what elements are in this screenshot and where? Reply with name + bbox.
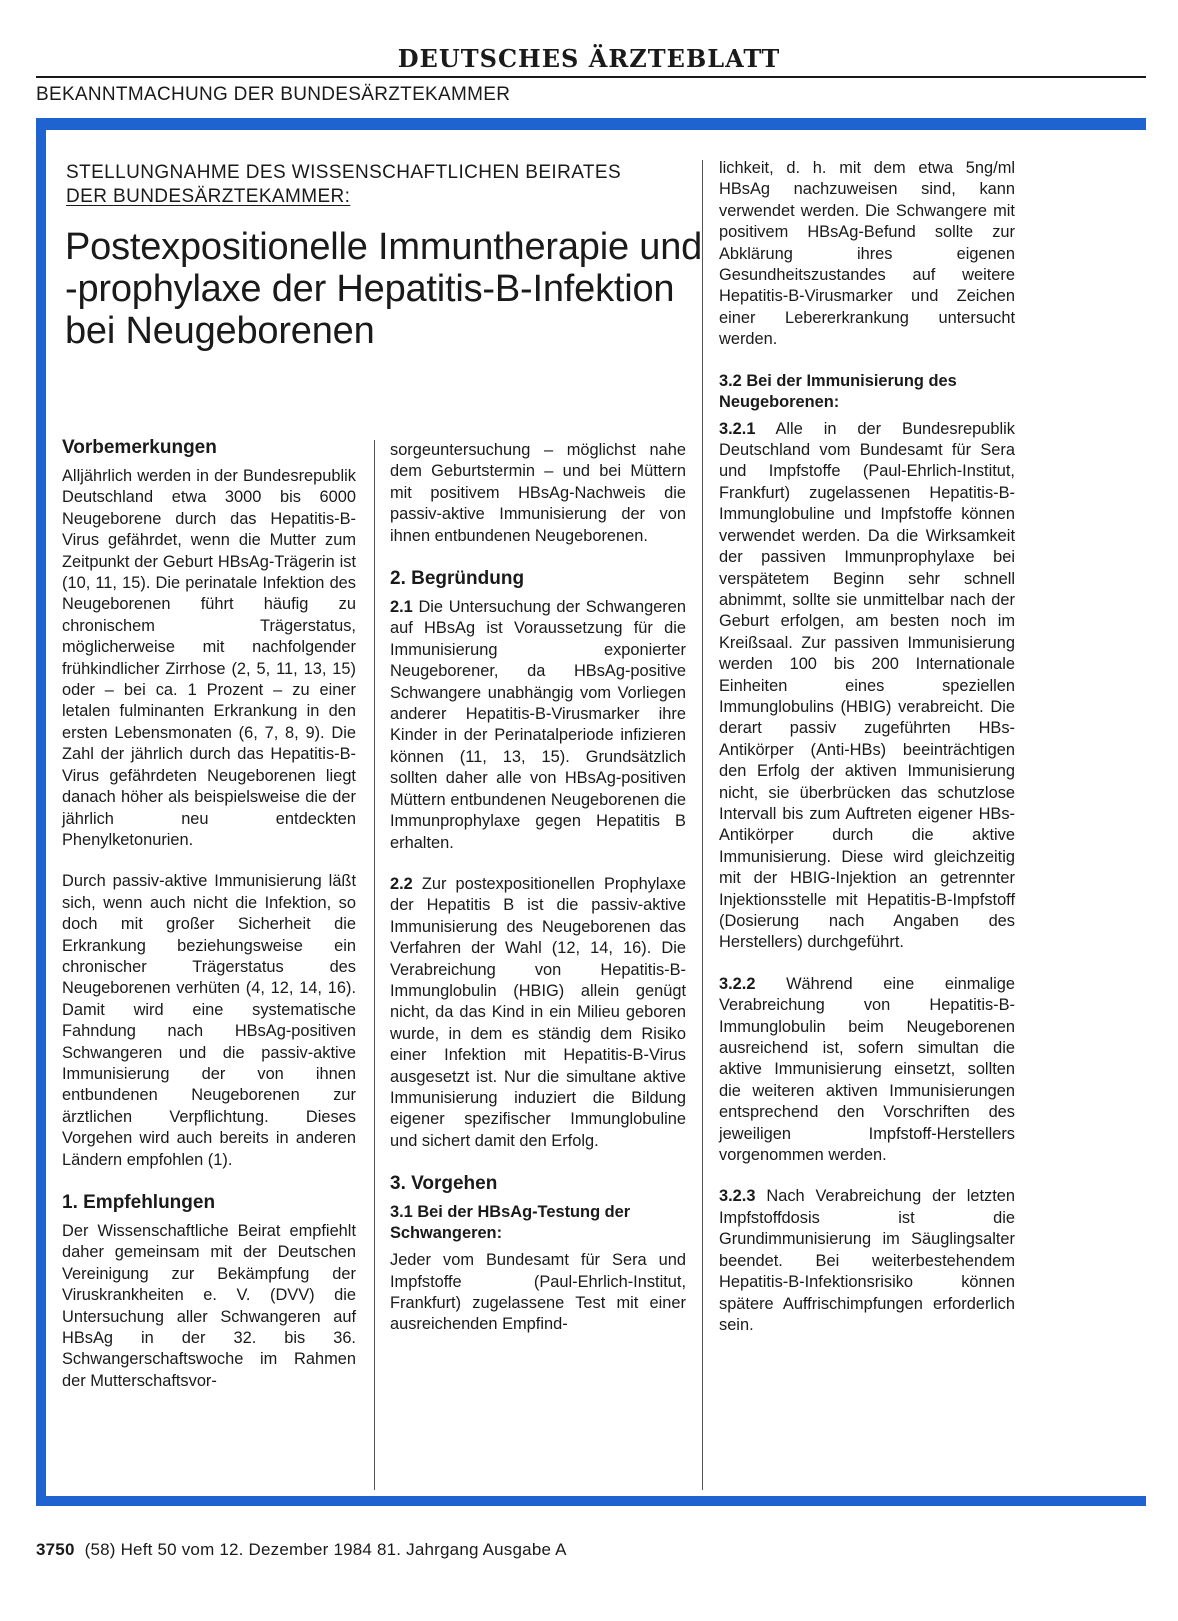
blue-frame-left xyxy=(36,118,46,1506)
masthead-rule xyxy=(36,76,1146,78)
blue-frame-top xyxy=(36,118,1146,130)
journal-masthead: DEUTSCHES ÄRZTEBLATT xyxy=(397,44,781,73)
paragraph xyxy=(390,597,686,854)
section-number: 2.2 xyxy=(390,874,413,893)
article-kicker xyxy=(66,161,706,209)
paragraph xyxy=(390,874,686,1152)
text-column-3 xyxy=(719,158,1015,1356)
page-footer xyxy=(36,1540,567,1560)
paragraph: lichkeit, d. h. mit dem etwa 5ng/ml HBsAg nachzuweisen sind, kann verwendet werden. Die Schwangere mit positivem HBsAg-Befund sollte zur Abklärung ihres eigenen Gesundheitszustandes auf weitere Hepatitis-B-Virusmarker und Zeichen einer Lebererkrankung untersucht werden. xyxy=(719,159,1015,349)
paragraph-text: Zur postexpositionellen Prophylaxe der Hepatitis B ist die passiv-aktive Immunisierung des Neugeborenen das Verfahren der Wahl (12, 14, 16). Die Verabreichung von Hepatitis-B-Immunglobulin (HBIG) allein genügt nicht, da das Kind in ein Milieu geboren wurde, in dem es ständig dem Risiko einer Infektion mit Hepatitis-B-Virus ausgesetzt ist. Nur die simultane aktive Immunisierung induziert die Bildung eigener spezifischer Immunglobuline und sichert damit den Erfolg. xyxy=(390,874,686,1150)
section-label: BEKANNTMACHUNG DER BUNDESÄRZTEKAMMER xyxy=(36,84,511,105)
paragraph xyxy=(719,1186,1015,1336)
paragraph: Alljährlich werden in der Bundesrepublik Deutschland etwa 3000 bis 6000 Neugeborene durch das Hepatitis-B-Virus gefährdet, wenn die Mutter zum Zeitpunkt der Geburt HBsAg-Trägerin ist (10, 11, 15). Die perinatale Infektion des Neugeborenen führt häufig zu chronischem Trägerstatus, möglicherweise mit nachfolgender frühkindlicher Zirrhose (2, 5, 11, 13, 15) oder – bei ca. 1 Prozent – zu einer letalen fulminanten Erkrankung in den ersten Lebensmonaten (6, 7, 8, 9). Die Zahl der jährlich durch das Hepatitis-B-Virus gefährdeten Neugeborenen liegt danach höher als beispielsweise die der jährlich neu entdeckten Phenylketonurien. xyxy=(62,467,356,849)
paragraph-text: Nach Verabreichung der letzten Impfstoffdosis ist die Grundimmunisierung im Säuglingsalter beendet. Bei weiterbestehendem Hepatitis-B-Infektionsrisiko können spätere Auffrischimpfungen erforderlich sein. xyxy=(719,1187,1015,1334)
page-number: 3750 xyxy=(36,1540,75,1559)
heading-vorgehen: 3. Vorgehen xyxy=(390,1173,498,1195)
paragraph: sorgeuntersuchung – möglichst nahe dem Geburtstermin – und bei Müttern mit positivem HBsAg-Nachweis die passiv-aktive Immunisierung der von ihnen entbundenen Neugeborenen. xyxy=(390,441,686,545)
subheading-31: 3.1 Bei der HBsAg-Testung der Schwangeren: xyxy=(390,1203,631,1243)
paragraph: Der Wissenschaftliche Beirat empfiehlt daher gemeinsam mit der Deutschen Vereinigung zur Bekämpfung der Viruskrankheiten e. V. (DVV) die Untersuchung aller Schwangeren auf HBsAg in der 32. bis 36. Schwangerschaftswoche im Rahmen der Mutterschaftsvor- xyxy=(62,1222,356,1390)
text-column-1 xyxy=(62,436,356,1412)
heading-vorbemerkungen: Vorbemerkungen xyxy=(62,437,217,458)
section-number: 3.2.3 xyxy=(719,1187,756,1206)
paragraph xyxy=(719,974,1015,1167)
section-number: 2.1 xyxy=(390,598,413,617)
kicker-line-1: STELLUNGNAHME DES WISSENSCHAFTLICHEN BEIRATES xyxy=(66,162,622,183)
column-divider-1 xyxy=(374,440,375,1490)
section-number: 3.2.2 xyxy=(719,974,756,993)
heading-empfehlungen: 1. Empfehlungen xyxy=(62,1192,216,1213)
paragraph-text: Während eine einmalige Verabreichung von Hepatitis-B-Immunglobulin beim Neugeborenen ausreichend ist, sofern simultan die aktive Immunisierung einsetzt, sollten die weiteren aktiven Immunisierungen entsprechend den Vorschriften des jeweiligen Impfstoff-Herstellers vorgenommen werden. xyxy=(719,974,1015,1165)
paragraph-text: Die Untersuchung der Schwangeren auf HBsAg ist Voraussetzung für die Immunisierung exponierter Neugeborener, da HBsAg-positive Schwangere unabhängig vom Vorliegen anderer Hepatitis-B-Virusmarker ihre Kinder in der Perinatalperiode infizieren können (11, 13, 15). Grundsätzlich sollten daher alle von HBsAg-positiven Müttern entbundenen Neugeborenen die Immunprophylaxe gegen Hepatitis B erhalten. xyxy=(390,598,686,852)
blue-frame-bottom xyxy=(36,1496,1146,1506)
paragraph: Durch passiv-aktive Immunisierung läßt sich, wenn auch nicht die Infektion, so doch mit großer Sicherheit die Erkrankung beziehungsweise ein chronischer Trägerstatus des Neugeborenen verhüten (4, 12, 14, 16). Damit wird eine systematische Fahndung nach HBsAg-positiven Schwangeren und die passiv-aktive Immunisierung der von ihnen entbundenen Neugeborenen zur ärztlichen Verpflichtung. Dieses Vorgehen wird auch bereits in anderen Ländern empfohlen (1). xyxy=(62,872,356,1169)
column-divider-2 xyxy=(702,160,703,1490)
paragraph xyxy=(719,419,1015,954)
article-headline: Postexpositionelle Immuntherapie und -prophylaxe der Hepatitis-B-Infektion bei Neugeborenen xyxy=(65,226,703,352)
heading-begruendung: 2. Begründung xyxy=(390,568,525,590)
section-number: 3.2.1 xyxy=(719,419,756,438)
text-column-2 xyxy=(390,440,686,1356)
subheading-32: 3.2 Bei der Immunisierung des Neugeborenen: xyxy=(719,371,957,411)
kicker-line-2: DER BUNDESÄRZTEKAMMER: xyxy=(66,186,351,207)
paragraph: Jeder vom Bundesamt für Sera und Impfstoffe (Paul-Ehrlich-Institut, Frankfurt) zugelassene Test mit einer ausreichenden Empfind- xyxy=(390,1251,686,1334)
issue-info: (58) Heft 50 vom 12. Dezember 1984 81. Jahrgang Ausgabe A xyxy=(84,1540,567,1559)
paragraph-text: Alle in der Bundesrepublik Deutschland vom Bundesamt für Sera und Impfstoffe (Paul-Ehrlich-Institut, Frankfurt) zugelassenen Hepatitis-B-Immunglobuline und Impfstoffe können verwendet werden. Da die Wirksamkeit der passiven Immunprophylaxe bei verspätetem Beginn sehr schnell abnimmt, sollte sie unmittelbar nach der Geburt erfolgen, am besten noch im Kreißsaal. Zur passiven Immunisierung werden 100 bis 200 Internationale Einheiten eines speziellen Immunglobulins (HBIG) verabreicht. Die derart passiv zugeführten HBs-Antikörper (Anti-HBs) beeinträchtigen den Erfolg der aktiven Immunisierung nicht, sie überbrücken das schutzlose Intervall bis zum Auftreten eigener HBs-Antikörper durch die aktive Immunisierung. Diese wird gleichzeitig mit der HBIG-Injektion an getrennter Injektionsstelle mit Hepatitis-B-Impfstoff (Dosierung nach Angaben des Herstellers) durchgeführt. xyxy=(719,419,1015,952)
